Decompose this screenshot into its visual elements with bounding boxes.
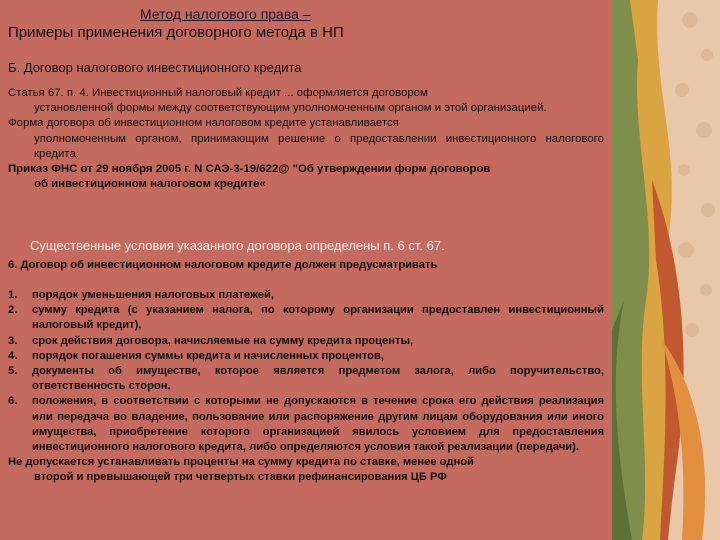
item-text: порядок уменьшения налоговых платежей, [32,289,274,301]
title-line-1: Метод налогового права – [140,6,311,22]
article-p1 [8,86,604,101]
terms-list [8,288,604,486]
article-p2-rest: уполномоченным органом, принимающим решение о предоставлении инвестиционного налогового кредита. [34,132,604,160]
item-number: 4. [8,349,18,362]
final-note-rest: второй и превышающей три четвертых ставки рефинансирования ЦБ РФ [34,471,447,484]
clause-6-intro: 6. Договор об инвестиционном налоговом кредите должен предусматривать [8,259,438,271]
essential-terms-heading: Существенные условия указанного договора определены п. 6 ст. 67. [30,238,445,253]
item-number: 6. [8,395,18,408]
item-number: 3. [8,334,18,347]
item-text: документы об имуществе, которое является предметом залога, либо поручительство, ответственность сторон. [32,365,604,393]
list-item [8,364,604,394]
item-text: срок действия договора, начисляемые на сумму кредита проценты, [32,334,414,347]
article-p1-lead: Статья 67. п. 4. Инвестиционный налоговый кредит ... оформляется договором [8,87,428,99]
item-text: положения, в соответствии с которыми не допускаются в течение срока его действия реализация или передача во владение, пользование или распоряжение другим лицам оборудования или иного имущества, приобретение которого организацией явилось условием для предоставления инвестиционного налогового кредита, либо определяются условия такой реализации (передачи). [32,395,604,454]
list-item [8,394,604,455]
article-block [8,86,604,192]
order-reference-lead: Приказ ФНС от 29 ноября 2005 г. N САЭ-3-19/622@ "Об утверждении форм договоров [8,163,491,176]
item-number: 2. [8,304,18,317]
decorative-ornament [612,0,720,540]
item-number: 1. [8,289,18,301]
item-text: сумму кредита (с указанием налога, по которому организации предоставлен инвестиционный налоговый кредит), [32,304,604,332]
list-item [8,334,604,349]
item-number: 5. [8,365,18,378]
article-p2-lead: Форма договора об инвестиционном налоговом кредите устанавливается [8,117,399,130]
order-reference-rest: об инвестиционном налоговом кредите« [34,178,266,191]
list-item [8,288,604,303]
title-line-2: Примеры применения договорного метода в НП [8,24,344,41]
list-item [8,349,604,364]
final-note-lead: Не допускается устанавливать проценты на сумму кредита по ставке, менее одной [8,456,474,469]
section-heading: Б. Договор налогового инвестиционного кредита [8,60,302,75]
list-item [8,303,604,333]
article-p1-rest: установленной формы между соответствующим уполномоченным органом и этой организацией. [34,102,547,115]
item-text: порядок погашения суммы кредита и начисленных процентов, [32,349,384,362]
